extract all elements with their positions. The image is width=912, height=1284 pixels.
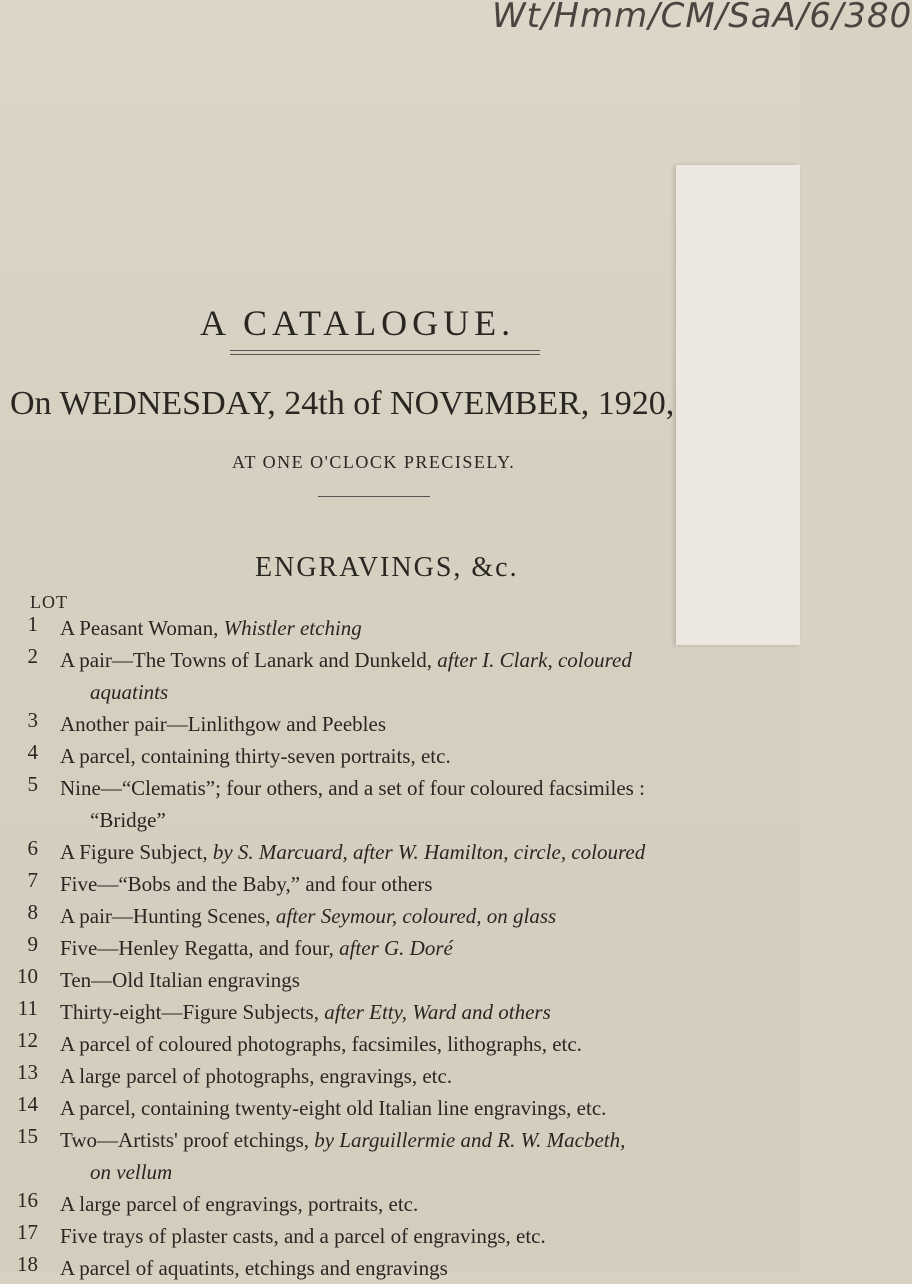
lot-description (60, 964, 780, 996)
page-title: A CATALOGUE. (200, 303, 516, 343)
lot-description (60, 772, 780, 836)
lot-attribution: after I. Clark, coloured (437, 648, 632, 672)
lot-text: Ten—Old Italian engravings (60, 968, 300, 992)
lot-attribution: by Larguillermie and R. W. Macbeth, (314, 1128, 626, 1152)
lot-description (60, 708, 780, 740)
lot-continuation: “Bridge” (90, 808, 166, 832)
lot-number: 4 (27, 740, 38, 764)
lot-text: A Peasant Woman, (60, 616, 224, 640)
lot-description (60, 644, 780, 708)
lot-number: 8 (27, 900, 38, 924)
lot-text: Nine—“Clematis”; four others, and a set of four coloured facsimiles : (60, 776, 645, 800)
lot-number: 2 (27, 644, 38, 668)
lot-description (60, 932, 780, 964)
sale-date: On WEDNESDAY, 24th of NOVEMBER, 1920, (10, 385, 675, 422)
lot-description (60, 836, 780, 868)
sale-time: AT ONE O'CLOCK PRECISELY. (232, 452, 516, 472)
lot-description (60, 996, 780, 1028)
lot-attribution: after G. Doré (339, 936, 453, 960)
lot-attribution: after Seymour, coloured, on glass (275, 904, 557, 928)
lot-text: A parcel of aquatints, etchings and engravings (60, 1256, 448, 1280)
lot-text: Five trays of plaster casts, and a parcel of engravings, etc. (60, 1224, 546, 1248)
lot-description (60, 900, 780, 932)
lot-attribution: Whistler etching (223, 616, 362, 640)
lot-number: 3 (27, 708, 38, 732)
lot-description (60, 740, 780, 772)
lot-number: 15 (17, 1124, 38, 1148)
lot-text: A Figure Subject, (60, 840, 213, 864)
lot-number: 12 (17, 1028, 38, 1052)
lot-number: 10 (17, 964, 38, 988)
lot-number: 18 (17, 1252, 38, 1276)
section-rule (318, 496, 430, 497)
lot-attribution: by S. Marcuard, after W. Hamilton, circle, coloured (212, 840, 646, 864)
lot-description (60, 1092, 780, 1124)
lot-description (60, 1060, 780, 1092)
lot-number: 14 (17, 1092, 38, 1116)
lot-text: Thirty-eight—Figure Subjects, (60, 1000, 325, 1024)
lot-description (60, 1028, 780, 1060)
lot-text: Five—Henley Regatta, and four, (60, 936, 340, 960)
section-heading: ENGRAVINGS, &c. (255, 552, 519, 583)
lot-text: A pair—Hunting Scenes, (60, 904, 276, 928)
lot-number: 16 (17, 1188, 38, 1212)
title-rule (230, 350, 540, 355)
lot-continuation: aquatints (90, 680, 169, 704)
lot-continuation: on vellum (90, 1160, 173, 1184)
lot-number: 5 (27, 772, 38, 796)
lot-text: A large parcel of photographs, engravings, etc. (60, 1064, 453, 1088)
lot-description (60, 868, 780, 900)
lot-description (60, 1188, 780, 1220)
lot-attribution: after Etty, Ward and others (324, 1000, 551, 1024)
lot-text: A parcel, containing twenty-eight old Italian line engravings, etc. (60, 1096, 607, 1120)
lot-description (60, 1220, 780, 1252)
lot-number: 6 (27, 836, 38, 860)
lot-description (60, 612, 780, 644)
lot-description (60, 1124, 780, 1188)
lot-text: A pair—The Towns of Lanark and Dunkeld, (60, 648, 438, 672)
lot-text: A large parcel of engravings, portraits, etc. (60, 1192, 419, 1216)
lot-text: Two—Artists' proof etchings, (60, 1128, 315, 1152)
lot-text: A parcel, containing thirty-seven portraits, etc. (60, 744, 451, 768)
lot-number: 17 (17, 1220, 38, 1244)
lot-text: Another pair—Linlithgow and Peebles (60, 712, 387, 736)
lot-text: Five—“Bobs and the Baby,” and four others (60, 872, 433, 896)
lot-column-header: LOT (30, 592, 68, 612)
lot-number: 7 (27, 868, 38, 892)
lot-description (60, 1252, 780, 1284)
lot-number: 9 (27, 932, 38, 956)
lot-number: 13 (17, 1060, 38, 1084)
lot-number: 1 (27, 612, 38, 636)
lot-number: 11 (17, 996, 38, 1020)
handwritten-annotation: Wt/Hmm/CM/SaA/6/380 (492, 0, 912, 36)
lot-text: A parcel of coloured photographs, facsimiles, lithographs, etc. (60, 1032, 582, 1056)
